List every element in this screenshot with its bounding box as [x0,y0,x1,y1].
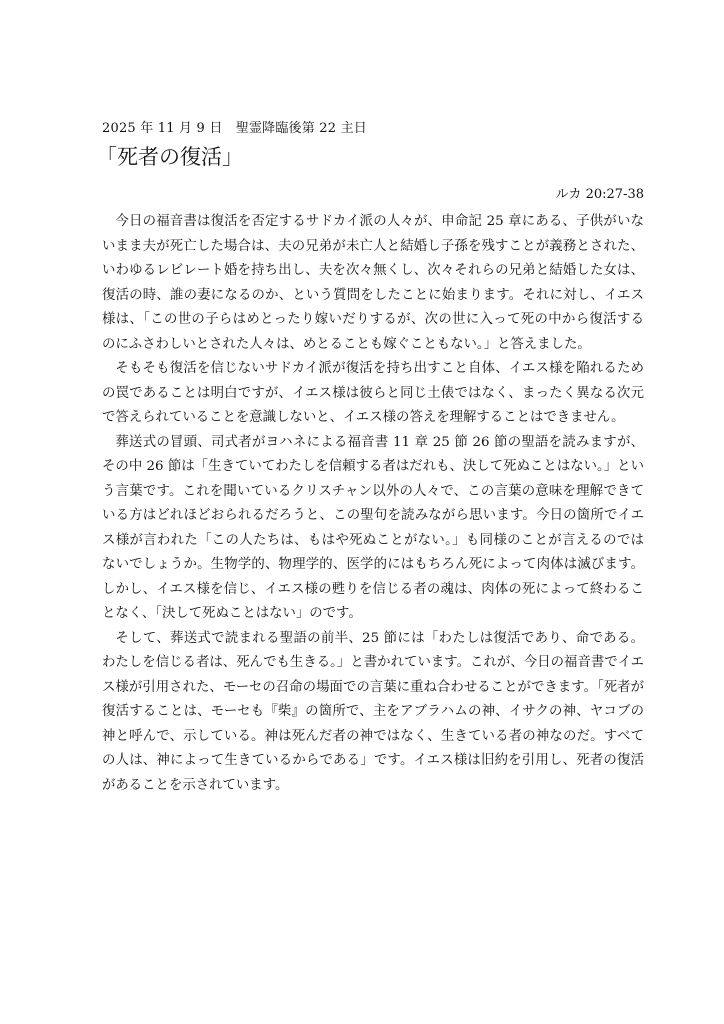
sermon-title: 「死者の復活」 [96,145,243,169]
date-line: 2025 年 11 月 9 日 聖霊降臨後第 22 主日 [102,121,367,136]
sermon-body [102,210,644,798]
paragraph-4: そして、葬送式で読まれる聖語の前半、25 節には「わたしは復活であり、命である。わたしを信じる者は、死んでも生きる。」と書かれています。これが、今日の福音書でイエス様が引用された、モーセの召命の場面での言葉に重ね合わせることができます。「死者が復活することは、モーセも『柴』の箇所で、主をアブラハムの神、イサクの神、ヤコブの神と呼んで、示している。神は死んだ者の神ではなく、生きている者の神なのだ。すべての人は、神によって生きているからである」です。イエス様は旧約を引用し、死者の復活があることを示されています。 [102,630,644,793]
scripture-citation: ルカ 20:27-38 [555,187,644,202]
paragraph-3: 葬送式の冒頭、司式者がヨハネによる福音書 11 章 25 節 26 節の聖語を読みますが、その中 26 節は「生きていてわたしを信頼する者はだれも、決して死ぬことはない。」という言葉です。これを聞いているクリスチャン以外の人々で、この言葉の意味を理解できている方はどれほどおられるだろうと、この聖句を読みながら思います。今日の箇所でイエス様が言われた「この人たちは、もはや死ぬことがない。」も同様のことが言えるのではないでしょうか。生物学的、物理学的、医学的にはもちろん死によって肉体は滅びます。しかし、イエス様を信じ、イエス様の甦りを信じる者の魂は、肉体の死によって終わることなく、「決して死ぬことはない」のです。 [102,434,644,621]
paragraph-1: 今日の福音書は復活を否定するサドカイ派の人々が、申命記 25 章にある、子供がいないまま夫が死亡した場合は、夫の兄弟が未亡人と結婚し子孫を残すことが義務とされた、いわゆるレビレート婚を持ち出し、夫を次々無くし、次々それらの兄弟と結婚した女は、復活の時、誰の妻になるのか、という質問をしたことに始まります。それに対し、イエス様は、「この世の子らはめとったり嫁いだりするが、次の世に入って死の中から復活するのにふさわしいとされた人々は、めとることも嫁ぐこともない。」と答えました。 [102,214,644,352]
paragraph-2: そもそも復活を信じないサドカイ派が復活を持ち出すこと自体、イエス様を陥れるための罠であることは明白ですが、イエス様は彼らと同じ土俵ではなく、まったく異なる次元で答えられていることを意識しないと、イエス様の答えを理解することはできません。 [102,361,644,425]
document-page [96,120,644,798]
